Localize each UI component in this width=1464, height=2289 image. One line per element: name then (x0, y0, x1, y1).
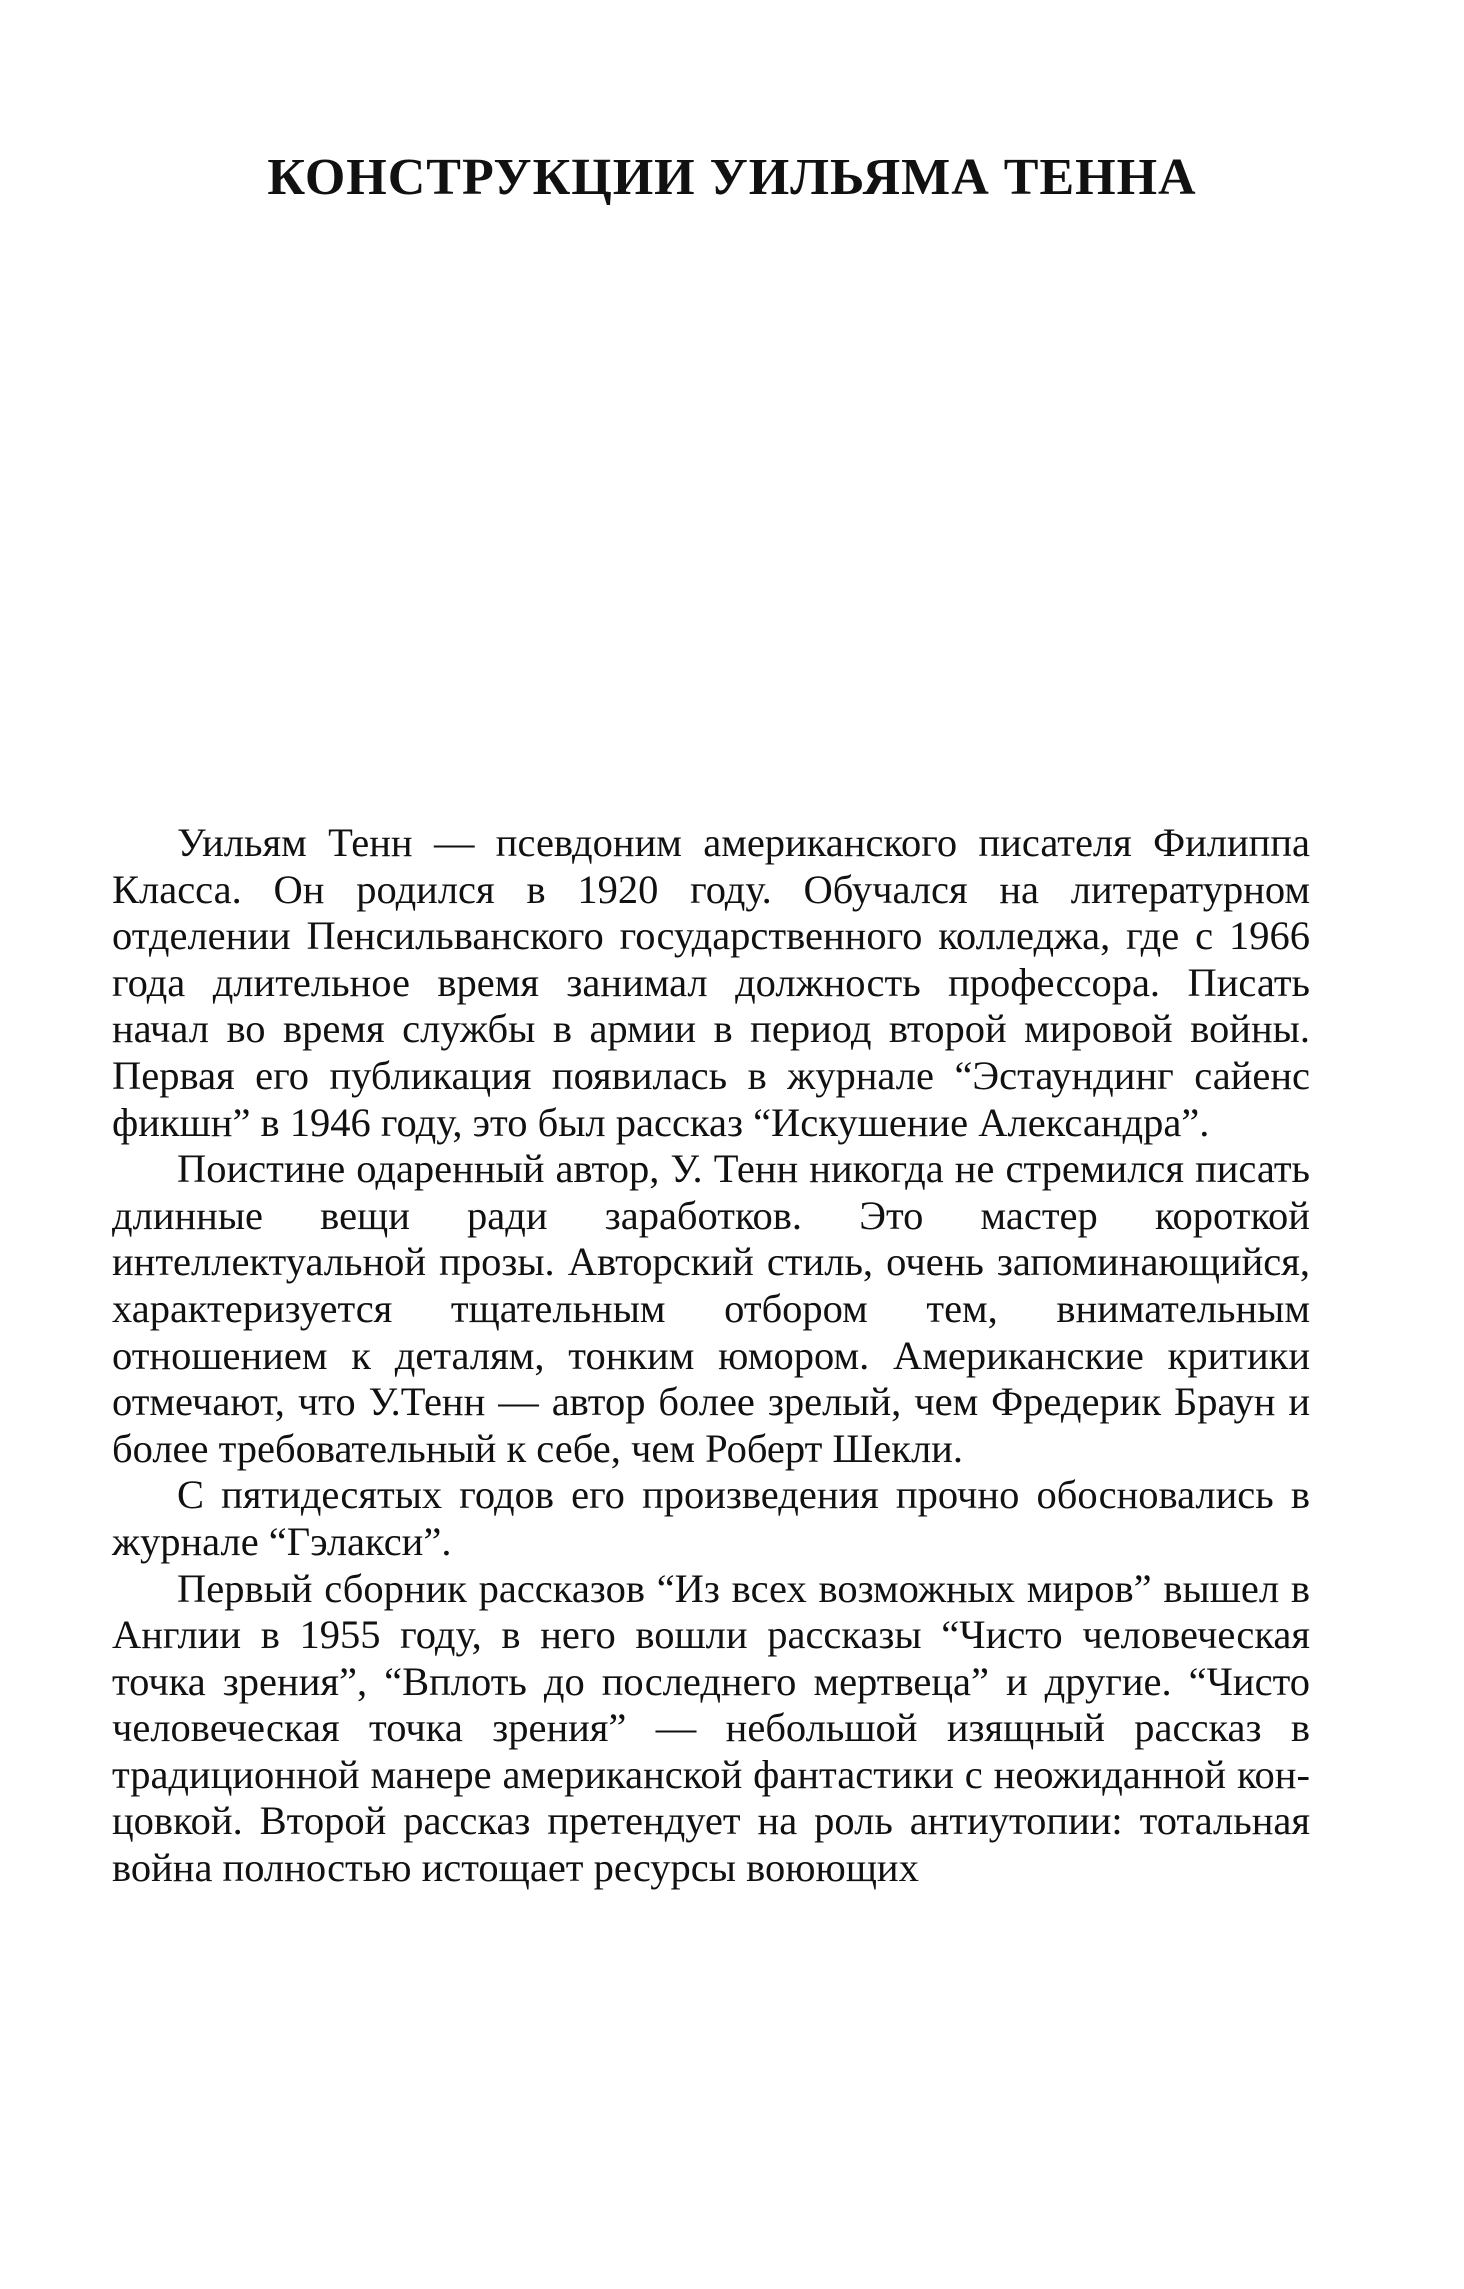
paragraph-4: Первый сборник рассказов “Из всех возможных миров” вышел в Англии в 1955 году, в него вошли рассказы “Чисто человеческая точка зрения”, “Вплоть до последнего мертвеца” и другие. “Чисто человеческая точка зрения” — небольшой изящный рассказ в традиционной манере американской фантастики с неожиданной концовкой. Второй рассказ претендует на роль антиутопии: тотальная война полностью истощает ресурсы воюющих (112, 1565, 1310, 1891)
paragraph-3: С пятидесятых годов его произведения прочно обосновались в журнале “Гэлакси”. (112, 1472, 1310, 1564)
paragraph-2: Поистине одаренный автор, У. Тенн никогда не стремился писать длинные вещи ради заработков. Это мастер короткой интеллектуальной прозы. Авторский стиль, очень запоминающийся, характеризуется тщательным отбором тем, внимательным отношением к деталям, тонким юмором. Американские критики отмечают, что У.Тенн — автор более зрелый, чем Фредерик Браун и более требовательный к себе, чем Роберт Шекли. (112, 1146, 1310, 1471)
body-text (112, 820, 1310, 1892)
paragraph-1: Уильям Тенн — псевдоним американского писателя Филиппа Класса. Он родился в 1920 году. Обучался на литературном отделении Пенсильванского государственного колледжа, где с 1966 года длительное время занимал должность профессора. Писать начал во время службы в армии в период второй мировой войны. Первая его публикация появилась в журнале “Эстаундинг сайенс фикшн” в 1946 году, это был рассказ “Искушение Александра”. (112, 820, 1310, 1145)
page-title: КОНСТРУКЦИИ УИЛЬЯМА ТЕННА (267, 149, 1197, 206)
